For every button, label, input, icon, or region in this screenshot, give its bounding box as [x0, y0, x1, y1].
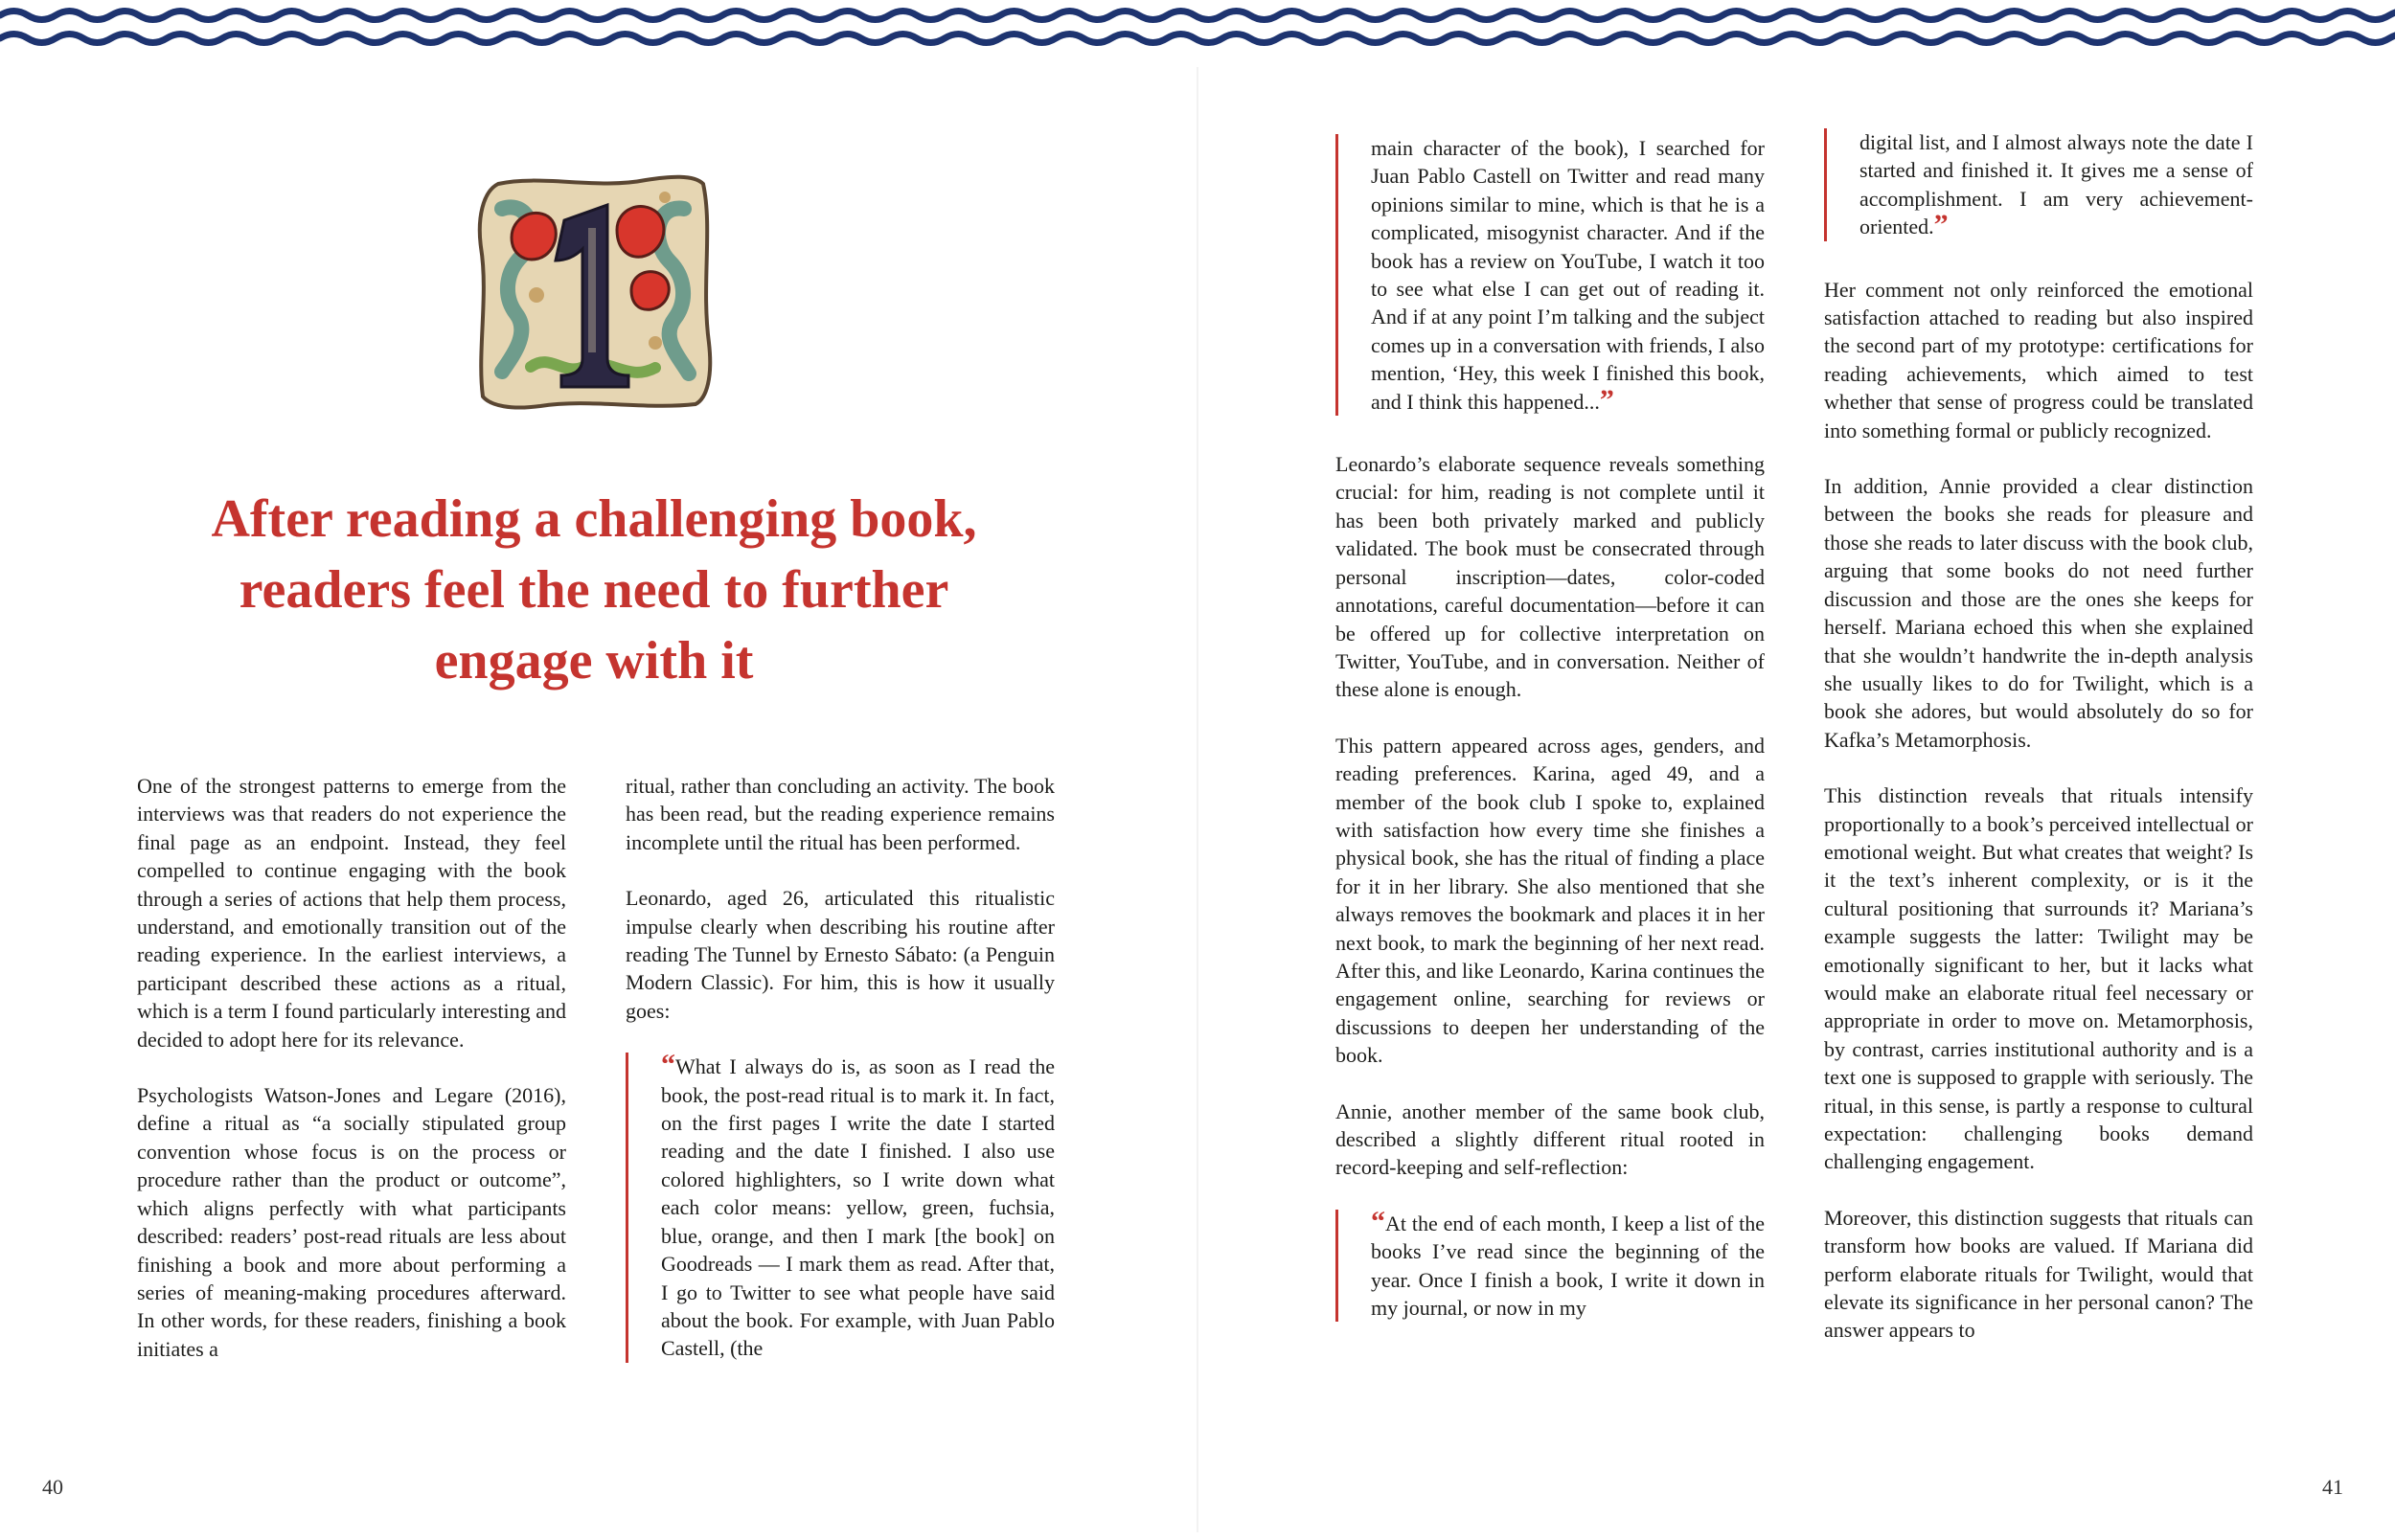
right-column-1 — [1335, 134, 1765, 1356]
quote-text: main character of the book), I searched for Juan Pablo Castell on Twitter and read many opinions similar to mine, which is that he is a complicated, misogynist character. And if the book has a review on YouTube, I watch it too to see what else I can get out of reading it. And if at any point I’m talking and the subject comes up in a conversation with friends, I also mention, ‘Hey, this week I finished this book, and I think this happened... — [1371, 136, 1765, 414]
right-column-2 — [1824, 128, 2253, 1372]
paragraph: Moreover, this distinction suggests that rituals can transform how books are valued. If Mariana did perform elaborate rituals for Twilight, would that elevate its significance in her personal canon? The answer appears to — [1824, 1205, 2253, 1343]
paragraph: ritual, rather than concluding an activity. The book has been read, but the reading experience remains incomplete until the ritual has been performed. — [626, 774, 1055, 854]
headline-line: After reading a challenging book, — [211, 489, 977, 549]
open-quote-mark: “ — [1371, 1205, 1385, 1237]
paragraph: This distinction reveals that rituals intensify proportionally to a book’s perceived intellectual or emotional weight. But what creates that weight? Is it the text’s inherent complexity, or is it the cultural positioning that surrounds it? Mariana’s example suggests the latter: Twilight may be emotionally significant to her, but it lacks what would make an elaborate ritual feel necessary or appropriate in order to move on. Metamorphosis, by contrast, carries institutional authority and is a text one is supposed to grapple with seriously. The ritual, in this sense, is partly a response to cultural expectation: challenging books demand challenging engagement. — [1824, 783, 2253, 1174]
blockquote — [1335, 1205, 1765, 1323]
open-quote-mark: “ — [661, 1049, 675, 1081]
page-gutter — [1197, 67, 1198, 1532]
paragraph: Annie, another member of the same book club, described a slightly different ritual rooted in record-keeping and self-reflection: — [1335, 1098, 1765, 1180]
left-column-2 — [626, 772, 1055, 1397]
left-column-1 — [137, 772, 566, 1391]
quote-text: At the end of each month, I keep a list of the books I’ve read since the beginning of the year. Once I finish a book, I write it down in my journal, or now in my — [1371, 1211, 1765, 1321]
paragraph: Leonardo, aged 26, articulated this ritualistic impulse clearly when describing his routine after reading The Tunnel by Ernesto Sábato: (a Penguin Modern Classic). For him, this is how it usually goes: — [626, 886, 1055, 1023]
decorated-initial-icon — [473, 170, 715, 412]
quote-text: What I always do is, as soon as I read the book, the post-read ritual is to mark it. In fact, on the first pages I write the date I started reading and the date I finished. I also use colored highlighters, so I write down what each color means: yellow, green, fuchsia, blue, orange, and then I mark [the book] on Goodreads — I mark them as read. After that, I go to Twitter to see what people have said about the book. For example, with Juan Pablo Castell, (the — [661, 1054, 1055, 1361]
paragraph: Her comment not only reinforced the emotional satisfaction attached to reading but also inspired the second part of my prototype: certifications for reading achievements, which aimed to test whether that sense of progress could be translated into something formal or publicly recognized. — [1824, 277, 2253, 442]
close-quote-mark: ” — [1933, 209, 1949, 241]
paragraph: Leonardo’s elaborate sequence reveals something crucial: for him, reading is not complete until it has been both privately marked and publicly validated. The book must be consecrated through personal inscription—dates, color-coded annotations, careful documentation—before it can be offered up for collective interpretation on Twitter, YouTube, and in conversation. Neither of these alone is enough. — [1335, 452, 1765, 702]
blockquote — [1335, 134, 1765, 416]
headline-line: readers feel the need to further — [239, 560, 949, 620]
wave-border — [0, 0, 2395, 59]
quote-text: digital list, and I almost always note the date I started and finished it. It gives me a sense of accomplishment. I am very achievement-oriented. — [1859, 130, 2253, 239]
page-number-left: 40 — [42, 1475, 63, 1499]
blockquote — [1824, 128, 2253, 241]
paragraph: This pattern appeared across ages, genders, and reading preferences. Karina, aged 49, and a member of the book club I spoke to, explained with satisfaction how every time she finishes a physical book, she has the ritual of finding a place for it in her library. She also mentioned that she always removes the bookmark and places it in her next book, to mark the beginning of her next read. After this, and like Leonardo, Karina continues the engagement online, searching for reviews or discussions to deepen her understanding of the book. — [1335, 733, 1765, 1068]
paragraph: Psychologists Watson-Jones and Legare (2016), define a ritual as “a socially stipulated group convention whose focus is on the process or procedure rather than the product or outcome”, which aligns perfectly with what participants described: readers’ post-read rituals are less about finishing a book and more about performing a series of meaning-making procedures afterward. In other words, for these readers, finishing a book initiates a — [137, 1083, 566, 1361]
headline-line: engage with it — [434, 631, 754, 691]
paragraph: In addition, Annie provided a clear distinction between the books she reads for pleasure and those she reads to later discuss with the book club, arguing that some books do not need further discussion and those are the ones she keeps for herself. Mariana echoed this when she explained that she wouldn’t handwrite the in-depth analysis she usually likes to do for Twilight, which is a book she adores, but would absolutely do so for Kafka’s Metamorphosis. — [1824, 474, 2253, 752]
page-number-right: 41 — [2322, 1475, 2343, 1499]
blockquote — [626, 1049, 1055, 1362]
close-quote-mark: ” — [1599, 383, 1614, 416]
headline — [134, 484, 1054, 696]
paragraph: One of the strongest patterns to emerge from the interviews was that readers do not experience the final page as an endpoint. Instead, they feel compelled to continue engaging with the book through a series of actions that help them process, understand, and emotionally transition out of the reading experience. In the earliest interviews, a participant described these actions as a ritual, which is a term I found particularly interesting and decided to adopt here for its relevance. — [137, 774, 566, 1052]
